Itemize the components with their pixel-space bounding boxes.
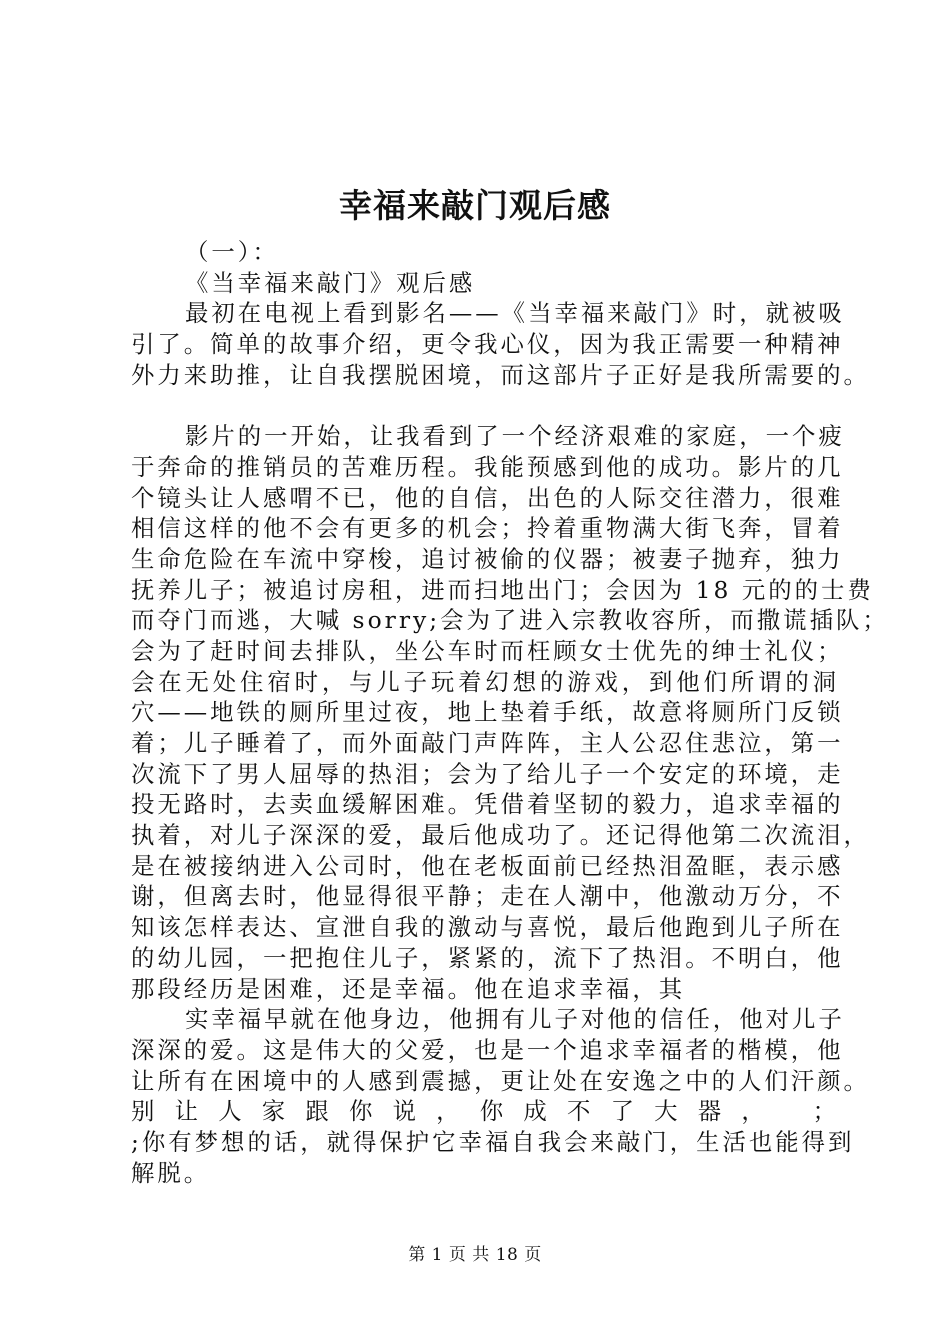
text-line: 着；儿子睡着了，而外面敲门声阵阵，主人公忍住悲泣，第一 [131,729,844,757]
document-subtitle: 《当幸福来敲门》观后感 [185,268,476,297]
text-line: 而夺门而逃，大喊 sorry;会为了进入宗教收容所，而撒谎插队； [131,606,889,635]
text-line: 会在无处住宿时，与儿子玩着幻想的游戏，到他们所谓的洞 [131,667,839,696]
text-line: 解脱。 [131,1158,211,1187]
text-line: 别让人家跟你说，你成不了大器， ； [131,1097,839,1126]
text-line: 个镜头让人感喟不已，他的自信，出色的人际交往潜力，很难 [131,483,844,512]
text-line: 让所有在困境中的人感到震撼，更让处在安逸之中的人们汗颜。 [131,1066,870,1095]
text-line: 抚养儿子；被追讨房租，进而扫地出门；会因为 18 元的的士费 [131,575,874,604]
text-line: 知该怎样表达、宣泄自我的激动与喜悦，最后他跑到儿子所在 [131,913,844,942]
text-line: 穴——地铁的厕所里过夜，地上垫着手纸，故意将厕所门反锁 [131,698,844,727]
paragraph-gap [131,390,839,421]
text-line: 实幸福早就在他身边，他拥有儿子对他的信任，他对儿子 [185,1005,845,1034]
text-line: 的幼儿园，一把抱住儿子，紧紧的，流下了热泪。不明白，他 [131,943,844,972]
text-line: 那段经历是困难，还是幸福。他在追求幸福，其 [131,974,686,1003]
text-line: ;你有梦想的话，就得保护它幸福自我会来敲门，生活也能得到 [131,1127,855,1156]
text-line: 次流下了男人屈辱的热泪；会为了给儿子一个安定的环境，走 [131,759,844,788]
text-line: 执着，对儿子深深的爱，最后他成功了。还记得他第二次流泪， [131,821,870,850]
text-line: 是在被接纳进入公司时，他在老板面前已经热泪盈眶，表示感 [131,851,844,880]
document-title: 幸福来敲门观后感 [339,186,611,225]
text-line: 谢，但离去时，他显得很平静；走在人潮中，他激动万分，不 [131,882,844,911]
page-number-footer: 第 1 页 共 18 页 [408,1245,542,1265]
text-line: 生命危险在车流中穿梭，追讨被偷的仪器；被妻子抛弃，独力 [131,544,844,573]
text-line: 深深的爱。这是伟大的父爱，也是一个追求幸福者的楷模，他 [131,1035,844,1064]
text-line: 引了。简单的故事介绍，更令我心仪，因为我正需要一种精神 [131,330,844,359]
text-line: 会为了赶时间去排队，坐公车时而枉顾女士优先的绅士礼仪； [131,636,844,665]
text-line: 影片的一开始，让我看到了一个经济艰难的家庭，一个疲 [185,422,845,451]
text-line: 投无路时，去卖血缓解困难。凭借着坚韧的毅力，追求幸福的 [131,790,844,819]
text-line: 最初在电视上看到影名——《当幸福来敲门》时，就被吸 [185,299,845,328]
section-marker: （一）： [185,238,279,266]
document-body [131,237,889,1188]
text-line: 外力来助推，让自我摆脱困境，而这部片子正好是我所需要的。 [131,360,870,389]
text-line: 于奔命的推销员的苦难历程。我能预感到他的成功。影片的几 [131,452,844,481]
text-line: 相信这样的他不会有更多的机会；拎着重物满大街飞奔，冒着 [131,514,844,543]
